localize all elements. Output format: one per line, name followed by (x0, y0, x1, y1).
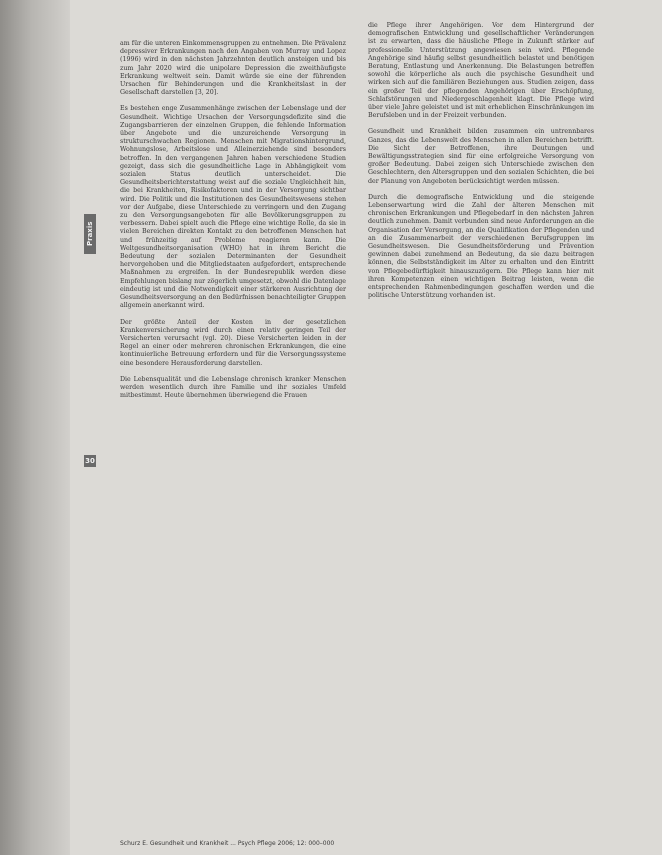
page-footer: Schurz E. Gesundheit und Krankheit ... Psych Pflege 2006; 12: 000–000 (120, 840, 335, 847)
section-tab-label: Praxis (86, 221, 94, 247)
paragraph: Der größte Anteil der Kosten in der gesetzlichen Krankenversicherung wird durch einen relativ geringen Teil der Versicherten verursacht (vgl. 20). Diese Versicherten leiden in der Regel an einer oder mehreren chronischen Erkrankungen, die eine kontinuierliche Betreuung erfordern und für die Versorgungssysteme eine besondere Herausforderung darstellen. (120, 318, 346, 367)
paragraph: Es bestehen enge Zusammenhänge zwischen der Lebenslage und der Gesundheit. Wichtige Ursachen der Versorgungsdefizite sind die Zugangsbarrieren der einzelnen Gruppen, die fehlende Information über Angebote und die unzureichende Versorgung in strukturschwachen Regionen. Menschen mit Migrationshintergrund, Wohnungslose, Arbeitslose und Alleinerziehende sind besonders betroffen. In den vergangenen Jahren haben verschiedene Studien gezeigt, dass sich die gesundheitliche Lage in Abhängigkeit vom sozialen Status deutlich unterscheidet. Die Gesundheitsberichterstattung weist auf die soziale Ungleichheit hin, die bei Krankheiten, Risikofaktoren und in der Versorgung sichtbar wird. Die Politik und die Institutionen des Gesundheitswesens stehen vor der Aufgabe, diese Unterschiede zu verringern und den Zugang zu den Versorgungsangeboten für alle Bevölkerungsgruppen zu verbessern. Dabei spielt auch die Pflege eine wichtige Rolle, da sie in vielen Bereichen direkten Kontakt zu den betroffenen Menschen hat und frühzeitig auf Probleme reagieren kann. Die Weltgesundheitsorganisation (WHO) hat in ihrem Bericht die Bedeutung der sozialen Determinanten der Gesundheit hervorgehoben und die Mitgliedstaaten aufgefordert, entsprechende Maßnahmen zu ergreifen. In der Bundesrepublik werden diese Empfehlungen bislang nur zögerlich umgesetzt, obwohl die Datenlage eindeutig ist und die Notwendigkeit einer stärkeren Ausrichtung der Gesundheitsversorgung an den Bedürfnissen benachteiligter Gruppen allgemein anerkannt wird. (120, 105, 346, 310)
page-number: 30 (85, 457, 95, 465)
paragraph: Durch die demografische Entwicklung und die steigende Lebenserwartung wird die Zahl der älteren Menschen mit chronischen Erkrankungen und Pflegebedarf in den nächsten Jahren deutlich zunehmen. Damit verbunden sind neue Anforderungen an die Organisation der Versorgung, an die Qualifikation der Pflegenden und an die Zusammenarbeit der verschiedenen Berufsgruppen im Gesundheitswesen. Die Gesundheitsförderung und Prävention gewinnen dabei zunehmend an Bedeutung, da sie dazu beitragen können, die Selbstständigkeit im Alter zu erhalten und den Eintritt von Pflegebedürftigkeit hinauszuzögern. Die Pflege kann hier mit ihren Kompetenzen einen wichtigen Beitrag leisten, wenn die entsprechenden Rahmenbedingungen geschaffen werden und die politische Unterstützung vorhanden ist. (368, 193, 594, 300)
paragraph: Gesundheit und Krankheit bilden zusammen ein untrennbares Ganzes, das die Lebenswelt des Menschen in allen Bereichen betrifft. Die Sicht der Betroffenen, ihre Deutungen und Bewältigungsstrategien sind für eine erfolgreiche Versorgung von großer Bedeutung. Dabei zeigen sich Unterschiede zwischen den Geschlechtern, den Altersgruppen und den sozialen Schichten, die bei der Planung von Angeboten berücksichtigt werden müssen. (368, 128, 594, 185)
left-column (120, 40, 346, 408)
paragraph: die Pflege ihrer Angehörigen. Vor dem Hintergrund der demografischen Entwicklung und gesellschaftlicher Veränderungen ist zu erwarten, dass die häusliche Pflege in Zukunft stärker auf professionelle Unterstützung angewiesen sein wird. Pflegende Angehörige sind häufig selbst gesundheitlich belastet und benötigen Beratung, Entlastung und Anerkennung. Die Belastungen betreffen sowohl die körperliche als auch die psychische Gesundheit und wirken sich auf die familiären Beziehungen aus. Studien zeigen, dass ein großer Teil der pflegenden Angehörigen über Erschöpfung, Schlafstörungen und Niedergeschlagenheit klagt. Die Pflege wird über viele Jahre geleistet und ist mit erheblichen Einschränkungen im Berufsleben und in der Freizeit verbunden. (368, 22, 594, 120)
right-column (368, 22, 594, 309)
paragraph: am für die unteren Einkommensgruppen zu entnehmen. Die Prävalenz depressiver Erkrankungen nach den Angaben von Murray und Lopez (1996) wird in den nächsten Jahrzehnten deutlich ansteigen und bis zum Jahr 2020 wird die unipolare Depression die zweithäufigste Erkrankung weltweit sein. Damit würde sie eine der führenden Ursachen für Behinderungen und die Krankheitslast in der Gesellschaft darstellen [3, 20]. (120, 40, 346, 97)
binding-shadow (0, 0, 70, 855)
paragraph: Die Lebensqualität und die Lebenslage chronisch kranker Menschen werden wesentlich durch ihre Familie und ihr soziales Umfeld mitbestimmt. Heute übernehmen überwiegend die Frauen (120, 375, 346, 400)
